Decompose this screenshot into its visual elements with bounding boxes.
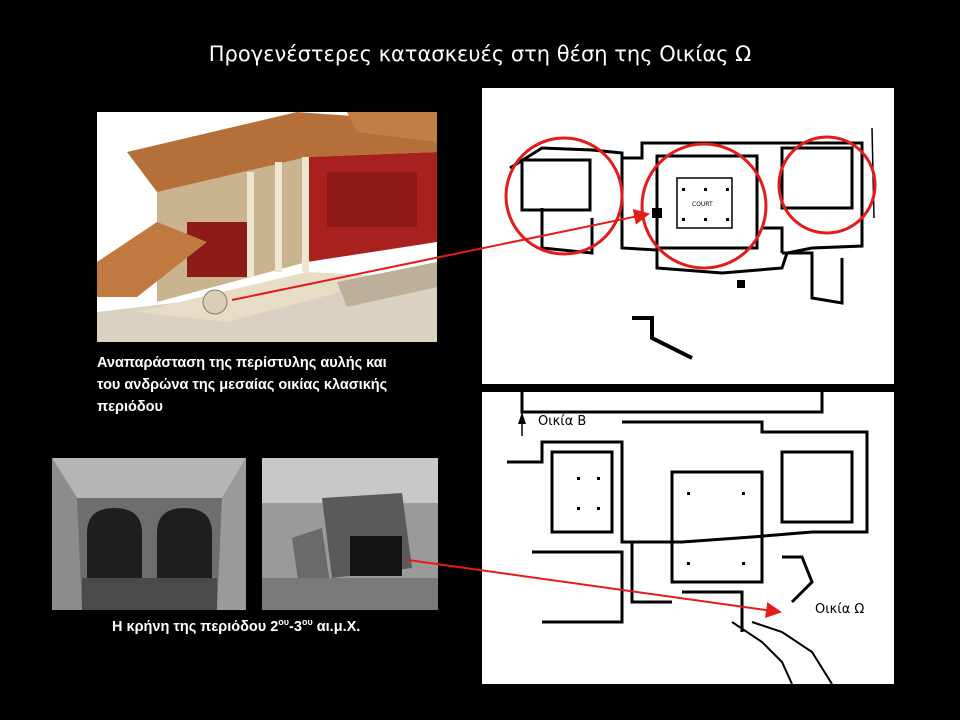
fountain-photo-1: [52, 458, 246, 610]
fountain-photo-2: [262, 458, 438, 610]
fountain-caption-prefix: Η κρήνη της περιόδου 2: [112, 618, 279, 635]
reconstruction-caption-line-1: Αναπαράσταση της περίστυλης αυλής και: [97, 355, 387, 371]
slide-title: Προγενέστερες κατασκευές στη θέση της Οικίας Ω: [208, 42, 752, 66]
reconstruction-caption-line-2: του ανδρώνα της μεσαίας οικίας κλασικής: [97, 377, 388, 393]
reconstruction-caption: [97, 352, 457, 418]
reconstruction-caption-line-3: περιόδου: [97, 399, 163, 415]
lower-site-plan: [482, 392, 894, 684]
fountain-caption: [112, 617, 360, 635]
fountain-caption-mid: -3: [289, 618, 302, 635]
court-label: COURT: [692, 201, 713, 208]
fountain-caption-sup-2: ου: [301, 617, 313, 627]
fountain-caption-suffix: αι.μ.Χ.: [312, 618, 361, 635]
house-omega-label: Οικία Ω: [815, 602, 865, 617]
upper-site-plan: [482, 88, 894, 384]
fountain-caption-sup-1: ου: [278, 617, 290, 627]
house-reconstruction-image: [97, 112, 437, 342]
house-b-label: Οικία Β: [538, 414, 587, 429]
